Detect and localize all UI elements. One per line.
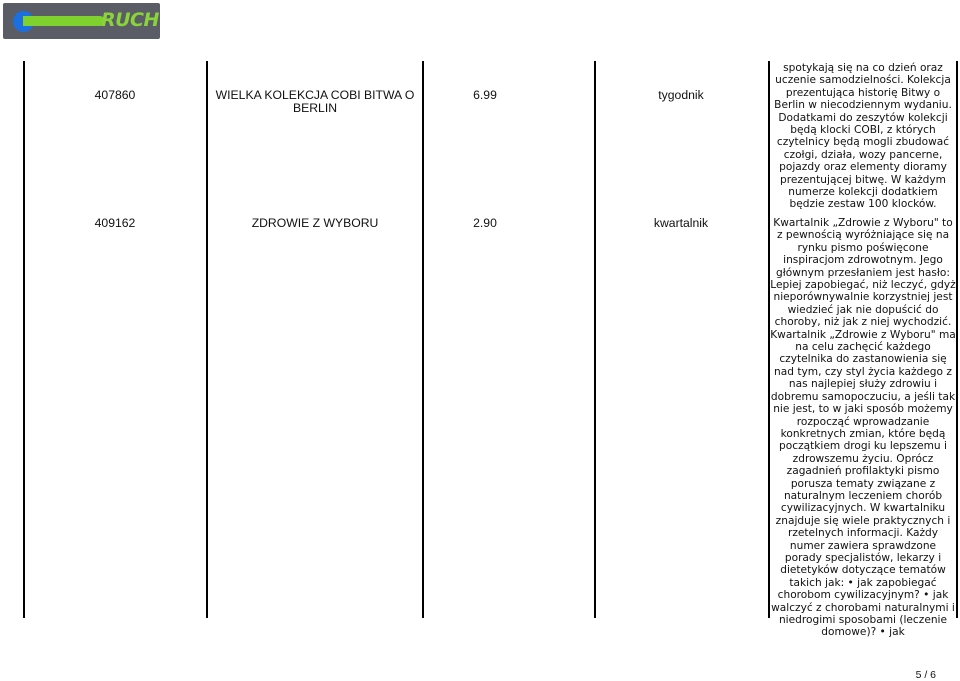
logo-swoosh [23,16,105,26]
product-id: 407860 [94,88,136,102]
product-id: 409162 [94,216,136,230]
table-column-divider [956,61,958,618]
page-indicator: 5 / 6 [915,669,936,681]
ruch-logo [3,3,160,39]
product-description: spotykają się na co dzień oraz uczenie samodzielności. Kolekcja prezentująca historię Bitwy o Berlin w niecodziennym wydaniu. Dodatkami do zeszytów kolekcji będą klocki COBI, z których czytelnicy będą mogli zbudować czołgi, działa, wozy pancerne, pojazdy oraz elementy dioramy prezentującej bitwę. W każdym numerze kolekcji dodatkiem będzie zestaw 100 klocków. [774,62,952,211]
logo-text: RUCH [101,9,159,31]
product-name: WIELKA KOLEKCJA COBI BITWA O BERLIN [215,88,415,115]
product-price: 6.99 [473,88,497,102]
product-frequency: kwartalnik [653,216,709,230]
table-column-divider [23,61,25,618]
table-column-divider [422,61,424,618]
product-frequency: tygodnik [658,88,704,102]
product-price: 2.90 [473,216,497,230]
product-name: ZDROWIE Z WYBORU [251,216,379,230]
product-description: Kwartalnik „Zdrowie z Wyboru" to z pewnością wyróżniające się na rynku pismo poświęcone inspiracjom zdrowotnym. Jego głównym przesłaniem jest hasło: Lepiej zapobiegać, niż leczyć, gdyż nieporównywalnie korzystniej jest wiedzieć jak nie dopuścić do choroby, niż jak z niej wychodzić. Kwartalnik „Zdrowie z Wyboru" ma na celu zachęcić każdego czytelnika do zastanowienia się nad tym, czy styl życia każdego z nas najlepiej służy zdrowiu i dobremu samopoczuciu, a jeśli tak nie jest, to w jaki sposób możemy rozpocząć wprowadzanie konkretnych zmian, które będą początkiem drogi ku lepszemu i zdrowszemu życiu. Oprócz zagadnień profilaktyki pismo porusza tematy związane z naturalnym leczeniem chorób cywilizacyjnych. W kwartalniku znajduje się wiele praktycznych i rzetelnych informacji. Każdy numer zawiera sprawdzone porady specjalistów, lekarzy i dietetyków dotyczące tematów takich jak: • jak zapobiegać chorobom cywilizacyjnym? • jak walczyć z chorobami naturalnymi i niedrogimi sposobami (leczenie domowe)? • jak [770,217,956,639]
table-column-divider [594,61,596,618]
table-column-divider [206,61,208,618]
